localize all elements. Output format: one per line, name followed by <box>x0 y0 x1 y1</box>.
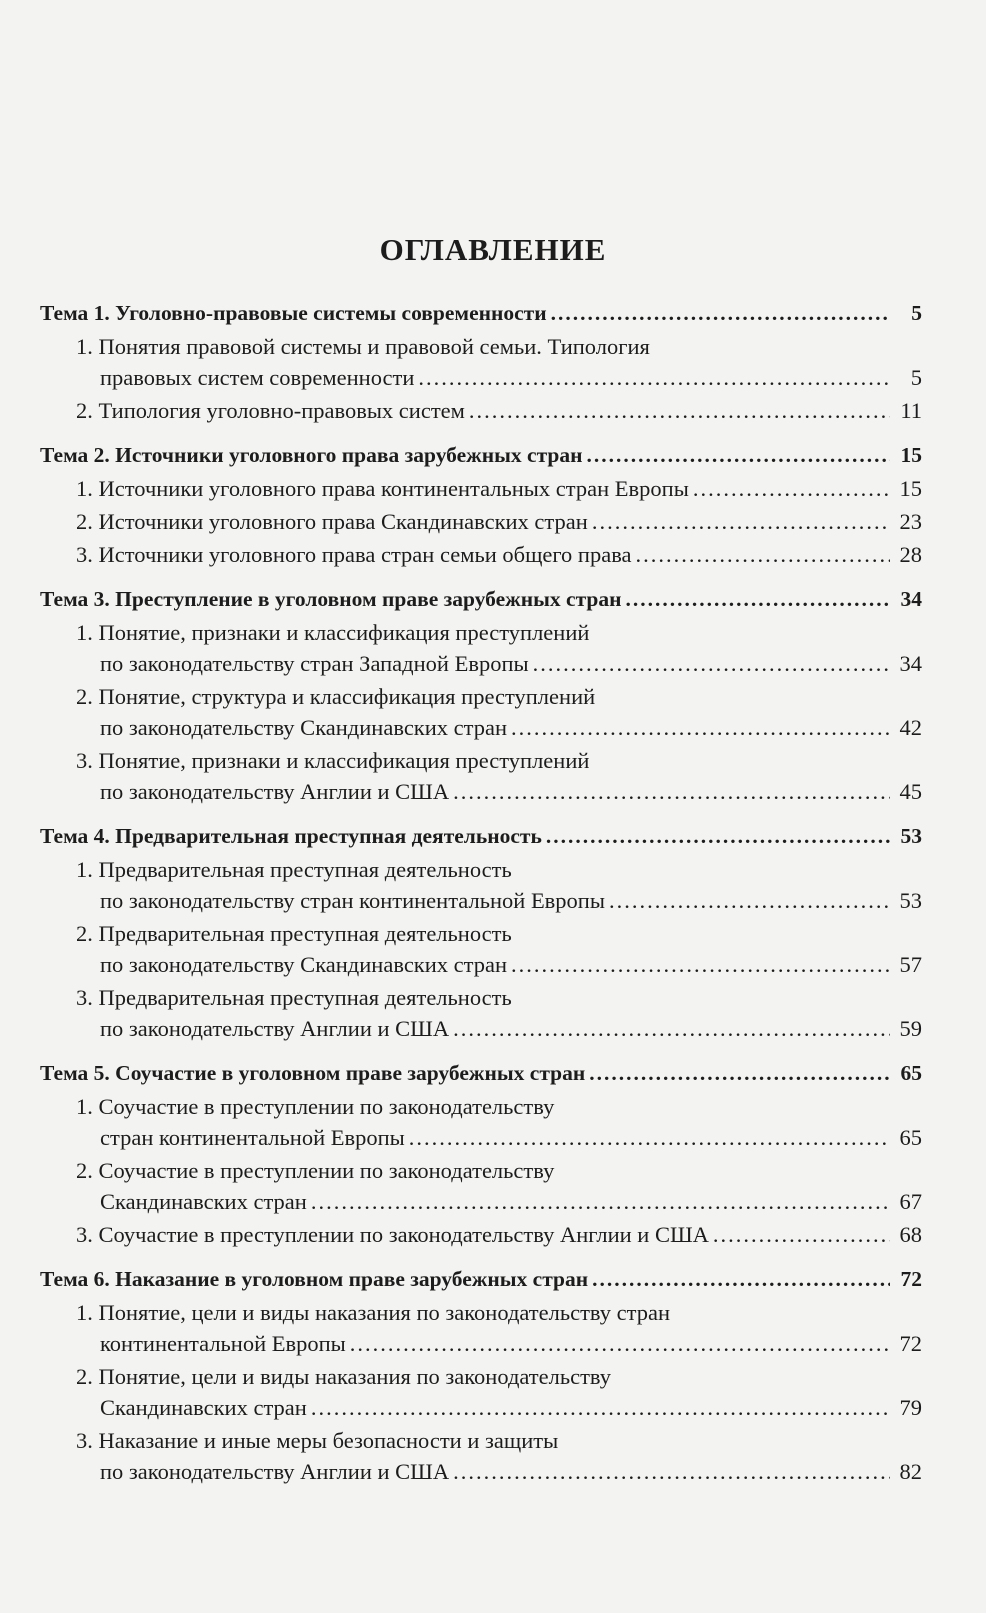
toc-subentry-title: континентальной Европы <box>100 1331 346 1356</box>
toc-subentry <box>40 1328 922 1359</box>
toc-topic-entry <box>40 440 922 471</box>
toc-subentry-title: по законодательству Англии и США <box>100 779 450 804</box>
toc-subentry-title: 1. Понятие, признаки и классификация преступлений <box>76 620 590 645</box>
toc-subentry <box>40 539 922 570</box>
toc-topic-title: Тема 1. Уголовно-правовые системы современности <box>40 301 547 325</box>
dot-leader <box>418 362 890 393</box>
toc-subentry-title: 2. Предварительная преступная деятельность <box>76 921 512 946</box>
toc-topic-entry <box>40 584 922 615</box>
toc-subentry <box>40 1361 922 1392</box>
toc-subentry-title: 1. Понятие, цели и виды наказания по законодательству стран <box>76 1300 671 1325</box>
toc-subentry <box>40 745 922 776</box>
page-number: 59 <box>899 1016 922 1041</box>
page-number: 53 <box>899 888 922 913</box>
page-number: 57 <box>899 952 922 977</box>
toc-subentry-title: 1. Предварительная преступная деятельность <box>76 857 512 882</box>
toc-subentry <box>40 617 922 648</box>
toc-subentry-title: 2. Источники уголовного права Скандинавских стран <box>76 509 588 534</box>
toc-subentry <box>40 1122 922 1153</box>
toc-subentry-title: 2. Соучастие в преступлении по законодательству <box>76 1158 555 1183</box>
dot-leader <box>589 1058 890 1089</box>
toc-subentry-title: 1. Соучастие в преступлении по законодательству <box>76 1094 555 1119</box>
page-number: 5 <box>911 301 922 325</box>
toc-topic-entry <box>40 1264 922 1295</box>
toc-subentry <box>40 982 922 1013</box>
dot-leader <box>511 712 890 743</box>
page-number: 72 <box>900 1267 922 1291</box>
toc-subentry-title: по законодательству Англии и США <box>100 1016 450 1041</box>
toc-subentry <box>40 362 922 393</box>
page-title: ОГЛАВЛЕНИЕ <box>379 232 607 267</box>
toc-subentry-title: 3. Предварительная преступная деятельность <box>76 985 512 1010</box>
toc-subentry <box>40 1091 922 1122</box>
toc-subentry-title: стран континентальной Европы <box>100 1125 405 1150</box>
page-number: 28 <box>899 542 922 567</box>
toc-subentry <box>40 1456 922 1487</box>
toc-subentry <box>40 681 922 712</box>
dot-leader <box>592 506 890 537</box>
toc-subentry-title: 3. Соучастие в преступлении по законодательству Англии и США <box>76 1222 709 1247</box>
toc-subentry-title: 1. Понятия правовой системы и правовой семьи. Типология <box>76 334 650 359</box>
toc-subentry-title: 3. Источники уголовного права стран семьи общего права <box>76 542 632 567</box>
dot-leader <box>453 1456 890 1487</box>
page-number: 67 <box>899 1189 922 1214</box>
page-number: 45 <box>899 779 922 804</box>
toc-subentry-title: 1. Источники уголовного права континентальных стран Европы <box>76 476 689 501</box>
toc-topic-title: Тема 3. Преступление в уголовном праве зарубежных стран <box>40 587 622 611</box>
dot-leader <box>546 821 890 852</box>
dot-leader <box>551 298 890 329</box>
page-number: 65 <box>900 1061 922 1085</box>
toc-subentry-title: 3. Понятие, признаки и классификация преступлений <box>76 748 590 773</box>
dot-leader <box>713 1219 890 1250</box>
dot-leader <box>311 1186 890 1217</box>
toc-subentry <box>40 1219 922 1250</box>
toc-subentry <box>40 712 922 743</box>
toc-subentry-title: Скандинавских стран <box>100 1189 307 1214</box>
dot-leader <box>409 1122 890 1153</box>
page-number: 15 <box>900 443 922 467</box>
toc-subentry <box>40 648 922 679</box>
toc-subentry-title: 2. Понятие, цели и виды наказания по законодательству <box>76 1364 612 1389</box>
toc-subentry <box>40 1186 922 1217</box>
toc-subentry <box>40 949 922 980</box>
toc-subentry-title: по законодательству Англии и США <box>100 1459 450 1484</box>
toc-subentry <box>40 473 922 504</box>
dot-leader <box>636 539 890 570</box>
dot-leader <box>587 440 890 471</box>
toc-topic-entry <box>40 1058 922 1089</box>
toc-subentry <box>40 1392 922 1423</box>
dot-leader <box>453 1013 890 1044</box>
toc-subentry-title: по законодательству стран континентальной Европы <box>100 888 605 913</box>
page-number: 82 <box>899 1459 922 1484</box>
toc-subentry-title: Скандинавских стран <box>100 1395 307 1420</box>
dot-leader <box>511 949 890 980</box>
page-number: 53 <box>900 824 922 848</box>
toc-topic-title: Тема 5. Соучастие в уголовном праве зарубежных стран <box>40 1061 586 1085</box>
dot-leader <box>626 584 890 615</box>
page-number: 34 <box>899 651 922 676</box>
dot-leader <box>453 776 890 807</box>
page-number: 72 <box>899 1331 922 1356</box>
page-number: 79 <box>899 1395 922 1420</box>
toc-subentry-title: 2. Понятие, структура и классификация преступлений <box>76 684 596 709</box>
dot-leader <box>311 1392 890 1423</box>
dot-leader <box>533 648 890 679</box>
dot-leader <box>592 1264 890 1295</box>
toc-subentry <box>40 776 922 807</box>
toc-subentry <box>40 1155 922 1186</box>
page-number: 23 <box>899 509 922 534</box>
page-number: 34 <box>900 587 922 611</box>
page-number: 15 <box>899 476 922 501</box>
toc-subentry-title: правовых систем современности <box>100 365 415 390</box>
toc-subentry-title: по законодательству Скандинавских стран <box>100 952 508 977</box>
toc-subentry-title: 3. Наказание и иные меры безопасности и защиты <box>76 1428 559 1453</box>
toc-subentry-title: 2. Типология уголовно-правовых систем <box>76 398 465 423</box>
page-number: 68 <box>899 1222 922 1247</box>
toc-topic-entry <box>40 298 922 329</box>
toc-subentry <box>40 331 922 362</box>
toc-subentry <box>40 1013 922 1044</box>
table-of-contents <box>40 298 922 1487</box>
toc-topic-title: Тема 6. Наказание в уголовном праве зарубежных стран <box>40 1267 589 1291</box>
page-number: 65 <box>899 1125 922 1150</box>
dot-leader <box>469 395 890 426</box>
toc-subentry <box>40 854 922 885</box>
toc-topic-title: Тема 4. Предварительная преступная деятельность <box>40 824 542 848</box>
page-number: 11 <box>900 398 922 423</box>
dot-leader <box>609 885 890 916</box>
toc-subentry-title: по законодательству стран Западной Европы <box>100 651 529 676</box>
toc-subentry <box>40 506 922 537</box>
dot-leader <box>693 473 890 504</box>
toc-subentry <box>40 885 922 916</box>
dot-leader <box>350 1328 890 1359</box>
page-number: 5 <box>910 365 922 390</box>
toc-topic-entry <box>40 821 922 852</box>
toc-topic-title: Тема 2. Источники уголовного права зарубежных стран <box>40 443 583 467</box>
toc-subentry <box>40 1297 922 1328</box>
page-number: 42 <box>899 715 922 740</box>
toc-subentry <box>40 1425 922 1456</box>
toc-subentry <box>40 918 922 949</box>
toc-subentry-title: по законодательству Скандинавских стран <box>100 715 508 740</box>
toc-subentry <box>40 395 922 426</box>
